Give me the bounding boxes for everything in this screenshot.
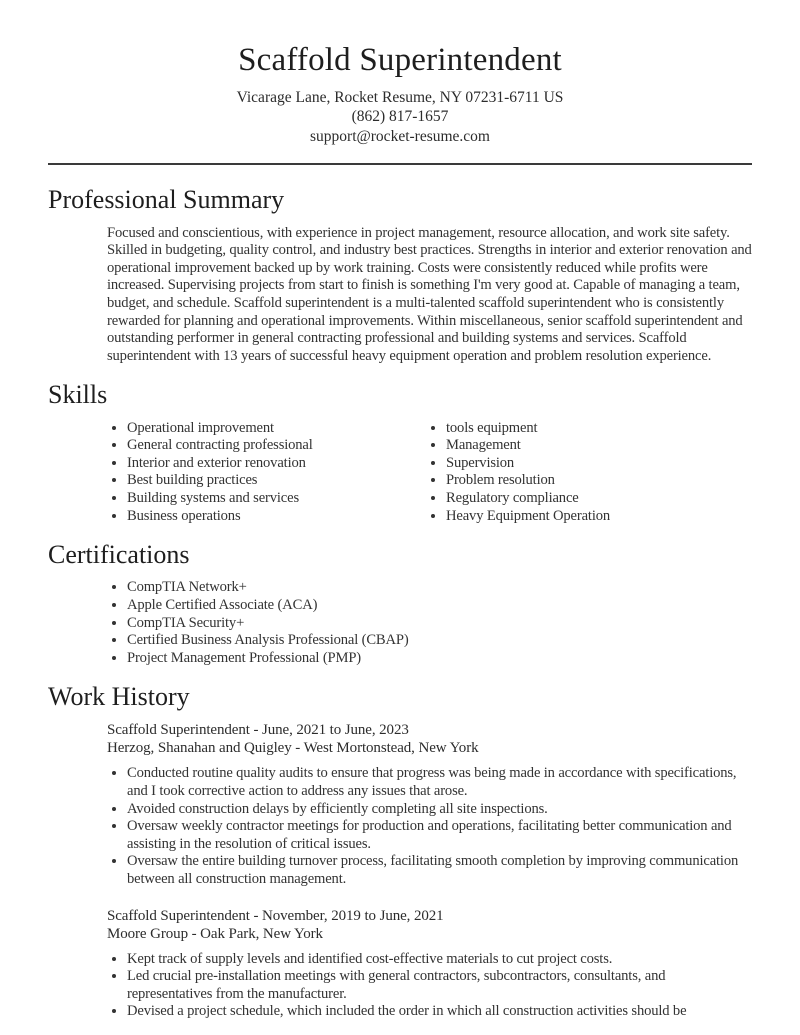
skill-item: • General contracting professional	[127, 437, 367, 455]
job-list	[48, 721, 752, 1021]
contact-email: support@rocket-resume.com	[310, 127, 490, 145]
skill-item: • Problem resolution	[446, 472, 610, 490]
skill-item: • tools equipment	[446, 420, 610, 438]
skill-item: • Building systems and services	[127, 490, 367, 508]
job-company-line: Moore Group - Oak Park, New York	[107, 925, 323, 942]
section-skills	[48, 379, 752, 525]
skill-item: • Business operations	[127, 508, 367, 526]
job-bullet: • Oversaw weekly contractor meetings for production and operations, facilitating better communication and assisting in the resolution of critical issues.	[127, 818, 752, 853]
section-certifications	[48, 539, 752, 667]
header-divider	[48, 163, 752, 165]
job-company-line: Herzog, Shanahan and Quigley - West Mortonstead, New York	[107, 740, 479, 757]
skills-list-left	[48, 420, 367, 526]
skills-section-title: Skills	[48, 380, 108, 410]
skill-item: • Regulatory compliance	[446, 490, 610, 508]
skills-list-right	[367, 420, 610, 526]
skills-columns	[48, 420, 752, 526]
certification-item: • CompTIA Network+	[127, 579, 752, 597]
contact-block	[48, 88, 752, 147]
certification-item: • Certified Business Analysis Professional (CBAP)	[127, 632, 752, 650]
job-bullet: • Oversaw the entire building turnover process, facilitating smooth completion by improving communication between all construction management.	[127, 853, 752, 888]
job-bullet: • Devised a project schedule, which included the order in which all construction activities should be	[127, 1003, 752, 1021]
skill-item: • Operational improvement	[127, 420, 367, 438]
job-entry	[48, 907, 752, 1021]
certification-item: • CompTIA Security+	[127, 615, 752, 633]
work-history-section-title: Work History	[48, 682, 190, 712]
summary-section-title: Professional Summary	[48, 185, 285, 215]
resume-title: Scaffold Superintendent	[238, 42, 562, 78]
job-bullet: • Kept track of supply levels and identified cost-effective materials to cut project costs.	[127, 951, 752, 969]
contact-address: Vicarage Lane, Rocket Resume, NY 07231-6711 US	[236, 88, 564, 106]
skill-item: • Supervision	[446, 455, 610, 473]
skill-item: • Interior and exterior renovation	[127, 455, 367, 473]
summary-text: Focused and conscientious, with experience in project management, resource allocation, and work site safety. Skilled in budgeting, quality control, and industry best practices. Strengths in interior and exterior renovation and operational improvement backed up by work training. Costs were consistently reduced while profits were increased. Supervising projects from start to finish is something I'm very good at. Capable of managing a team, budget, and schedule. Scaffold superintendent is a multi-talented scaffold superintendent who is consistently rewarded for planning and operational improvements. Within miscellaneous, senior scaffold superintendent and outstanding performer in general contracting professional and building systems and services. Scaffold superintendent with 13 years of successful heavy equipment operation and problem resolution experience.	[107, 224, 752, 364]
certification-item: • Apple Certified Associate (ACA)	[127, 597, 752, 615]
job-bullet-list	[48, 765, 752, 888]
job-title-line: Scaffold Superintendent - November, 2019 to June, 2021	[107, 907, 444, 924]
skill-item: • Best building practices	[127, 472, 367, 490]
job-title-line: Scaffold Superintendent - June, 2021 to June, 2023	[107, 722, 409, 739]
job-bullet: • Led crucial pre-installation meetings with general contractors, subcontractors, consultants, and representatives from the manufacturer.	[127, 968, 752, 1003]
certifications-section-title: Certifications	[48, 540, 190, 570]
resume-header	[48, 42, 752, 146]
job-bullet: • Avoided construction delays by efficiently completing all site inspections.	[127, 801, 752, 819]
section-professional-summary	[48, 184, 752, 365]
job-head	[107, 907, 752, 943]
certification-item: • Project Management Professional (PMP)	[127, 650, 752, 668]
skill-item: • Heavy Equipment Operation	[446, 508, 610, 526]
certifications-list	[48, 579, 752, 667]
skill-item: • Management	[446, 437, 610, 455]
contact-phone: (862) 817-1657	[351, 108, 449, 126]
job-entry	[48, 721, 752, 888]
section-work-history	[48, 681, 752, 1021]
job-head	[107, 721, 752, 757]
job-bullet: • Conducted routine quality audits to ensure that progress was being made in accordance with specifications, and I took corrective action to address any issues that arose.	[127, 765, 752, 800]
job-bullet-list	[48, 951, 752, 1021]
